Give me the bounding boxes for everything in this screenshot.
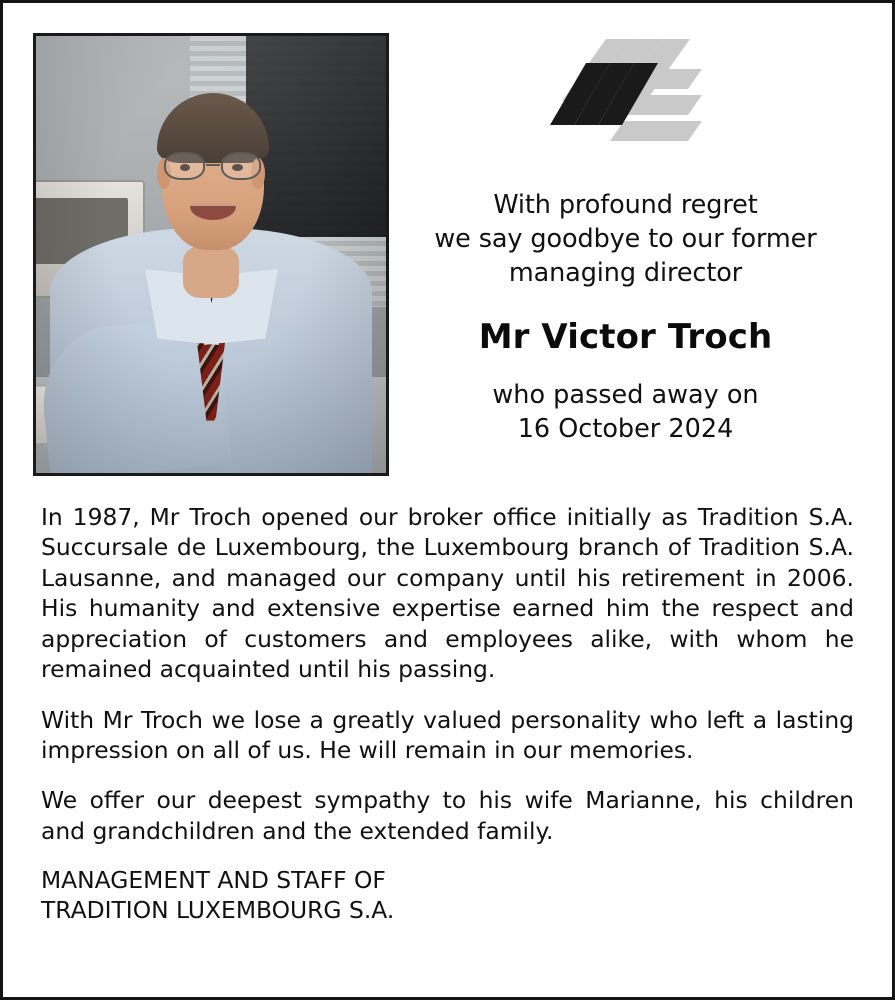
notice-body xyxy=(3,476,892,846)
lead-text xyxy=(434,189,816,291)
notice-right-column xyxy=(389,33,862,447)
passing-text xyxy=(492,379,758,447)
signoff-line-1: MANAGEMENT AND STAFF OF xyxy=(41,866,386,895)
tradition-logo-icon xyxy=(550,39,702,167)
passing-date: 16 October 2024 xyxy=(517,413,734,444)
signoff-line-2: TRADITION LUXEMBOURG S.A. xyxy=(41,895,395,924)
photo-vignette xyxy=(36,36,386,473)
body-paragraph-1: In 1987, Mr Troch opened our broker office initially as Tradition S.A. Succursale de Luxembourg, the Luxembourg branch of Tradition S.A. Lausanne, and managed our company until his retirement in 2006. His humanity and extensive expertise earned him the respect and appreciation of customers and employees alike, with whom he remained acquainted until his passing. xyxy=(41,503,854,684)
lead-line-1: With profound regret xyxy=(493,190,758,220)
portrait-photo-frame xyxy=(33,33,389,476)
deceased-name: Mr Victor Troch xyxy=(478,316,773,357)
portrait-photo xyxy=(36,36,386,473)
body-paragraph-3: We offer our deepest sympathy to his wife Marianne, his children and grandchildren and the extended family. xyxy=(41,786,854,845)
passing-line-1: who passed away on xyxy=(492,379,759,410)
lead-line-2: we say goodbye to our former xyxy=(434,223,817,254)
notice-header xyxy=(3,3,892,476)
notice-signoff xyxy=(3,846,892,925)
lead-line-3: managing director xyxy=(508,257,743,288)
body-paragraph-2: With Mr Troch we lose a greatly valued personality who left a lasting impression on all of us. He will remain in our memories. xyxy=(41,705,854,764)
